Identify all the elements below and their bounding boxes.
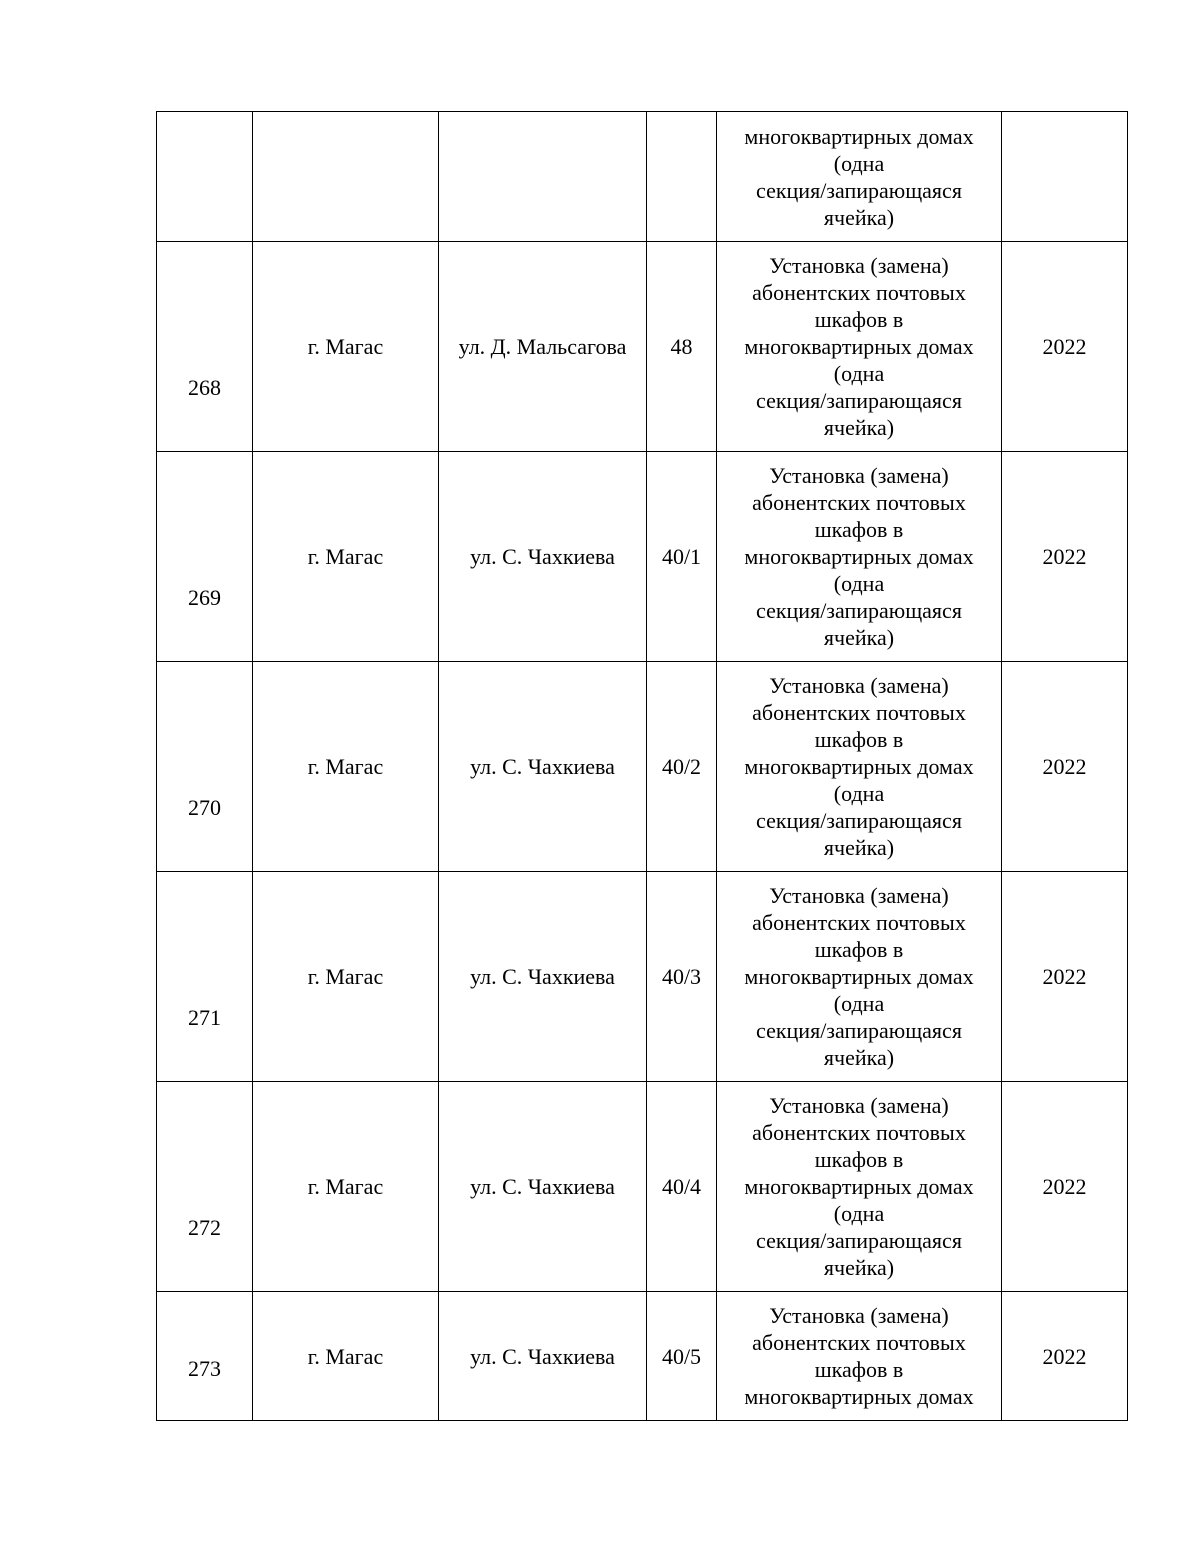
work-line: многоквартирных домах xyxy=(744,754,974,779)
work-line: Установка (замена) xyxy=(769,253,949,278)
cell-number xyxy=(157,242,253,452)
cell-city: г. Магас xyxy=(253,872,439,1082)
cell-city: г. Магас xyxy=(253,1082,439,1292)
work-line: абонентских почтовых xyxy=(752,490,966,515)
work-line: секция/запирающаяся xyxy=(756,808,962,833)
work-line: шкафов в xyxy=(814,937,904,962)
cell-work-description xyxy=(717,112,1002,242)
work-line: многоквартирных домах xyxy=(744,334,974,359)
row-number: 268 xyxy=(188,375,221,400)
cell-street: ул. Д. Мальсагова xyxy=(439,242,647,452)
row-number: 272 xyxy=(188,1215,221,1240)
cell-street: ул. С. Чахкиева xyxy=(439,1082,647,1292)
work-line: шкафов в xyxy=(814,1147,904,1172)
work-line: (одна xyxy=(833,1201,885,1226)
cell-house: 40/3 xyxy=(647,872,717,1082)
table-row xyxy=(157,452,1128,662)
work-line: абонентских почтовых xyxy=(752,280,966,305)
cell-street xyxy=(439,112,647,242)
work-line: многоквартирных домах xyxy=(744,1384,974,1409)
cell-year: 2022 xyxy=(1002,1292,1128,1421)
work-line: многоквартирных домах xyxy=(744,1174,974,1199)
cell-street: ул. С. Чахкиева xyxy=(439,1292,647,1421)
row-number: 273 xyxy=(188,1356,221,1381)
work-line: абонентских почтовых xyxy=(752,910,966,935)
work-line: шкафов в xyxy=(814,307,904,332)
cell-house: 40/1 xyxy=(647,452,717,662)
work-line: секция/запирающаяся xyxy=(756,598,962,623)
work-line: Установка (замена) xyxy=(769,883,949,908)
work-line: секция/запирающаяся xyxy=(756,1228,962,1253)
cell-house: 40/2 xyxy=(647,662,717,872)
work-line: секция/запирающаяся xyxy=(756,388,962,413)
cell-year: 2022 xyxy=(1002,242,1128,452)
table-row xyxy=(157,1292,1128,1421)
work-line: ячейка) xyxy=(823,415,895,440)
table-row xyxy=(157,1082,1128,1292)
work-line: секция/запирающаяся xyxy=(756,1018,962,1043)
cell-number xyxy=(157,1292,253,1421)
work-line: многоквартирных домах xyxy=(744,544,974,569)
work-line: ячейка) xyxy=(823,625,895,650)
cell-year: 2022 xyxy=(1002,662,1128,872)
cell-number xyxy=(157,112,253,242)
cell-street: ул. С. Чахкиева xyxy=(439,662,647,872)
cell-city xyxy=(253,112,439,242)
work-line: ячейка) xyxy=(823,835,895,860)
work-line: ячейка) xyxy=(823,204,895,230)
cell-number xyxy=(157,662,253,872)
cell-year: 2022 xyxy=(1002,452,1128,662)
work-line: ячейка) xyxy=(823,1045,895,1070)
work-line: шкафов в xyxy=(814,727,904,752)
cell-house xyxy=(647,112,717,242)
work-line: Установка (замена) xyxy=(769,673,949,698)
work-line: (одна xyxy=(833,361,885,386)
cell-year: 2022 xyxy=(1002,1082,1128,1292)
table-row xyxy=(157,872,1128,1082)
work-line: секция/запирающаяся xyxy=(756,177,962,203)
address-table xyxy=(156,111,1128,1421)
cell-street: ул. С. Чахкиева xyxy=(439,872,647,1082)
cell-work-description xyxy=(717,242,1002,452)
work-line: абонентских почтовых xyxy=(752,700,966,725)
cell-city: г. Магас xyxy=(253,242,439,452)
cell-year xyxy=(1002,112,1128,242)
table-row xyxy=(157,242,1128,452)
cell-number xyxy=(157,1082,253,1292)
cell-house: 40/5 xyxy=(647,1292,717,1421)
work-line: абонентских почтовых xyxy=(752,1120,966,1145)
work-line: Установка (замена) xyxy=(769,1303,949,1328)
work-line: (одна xyxy=(833,991,885,1016)
work-line: (одна xyxy=(833,150,885,176)
row-number: 269 xyxy=(188,585,221,610)
cell-year: 2022 xyxy=(1002,872,1128,1082)
cell-street: ул. С. Чахкиева xyxy=(439,452,647,662)
cell-city: г. Магас xyxy=(253,1292,439,1421)
cell-work-description xyxy=(717,662,1002,872)
work-line: Установка (замена) xyxy=(769,463,949,488)
work-line: ячейка) xyxy=(823,1255,895,1280)
cell-work-description xyxy=(717,1082,1002,1292)
work-line: Установка (замена) xyxy=(769,1093,949,1118)
cell-city: г. Магас xyxy=(253,452,439,662)
work-line: (одна xyxy=(833,781,885,806)
cell-work-description xyxy=(717,452,1002,662)
cell-house: 40/4 xyxy=(647,1082,717,1292)
cell-number xyxy=(157,452,253,662)
work-line: многоквартирных домах xyxy=(744,123,974,149)
work-line: многоквартирных домах xyxy=(744,964,974,989)
cell-city: г. Магас xyxy=(253,662,439,872)
cell-work-description xyxy=(717,872,1002,1082)
work-line: шкафов в xyxy=(814,1357,904,1382)
work-line: шкафов в xyxy=(814,517,904,542)
table-row xyxy=(157,662,1128,872)
cell-work-description xyxy=(717,1292,1002,1421)
row-number: 271 xyxy=(188,1005,221,1030)
work-line: (одна xyxy=(833,571,885,596)
cell-number xyxy=(157,872,253,1082)
table-row-continuation xyxy=(157,112,1128,242)
row-number: 270 xyxy=(188,795,221,820)
work-line: абонентских почтовых xyxy=(752,1330,966,1355)
cell-house: 48 xyxy=(647,242,717,452)
